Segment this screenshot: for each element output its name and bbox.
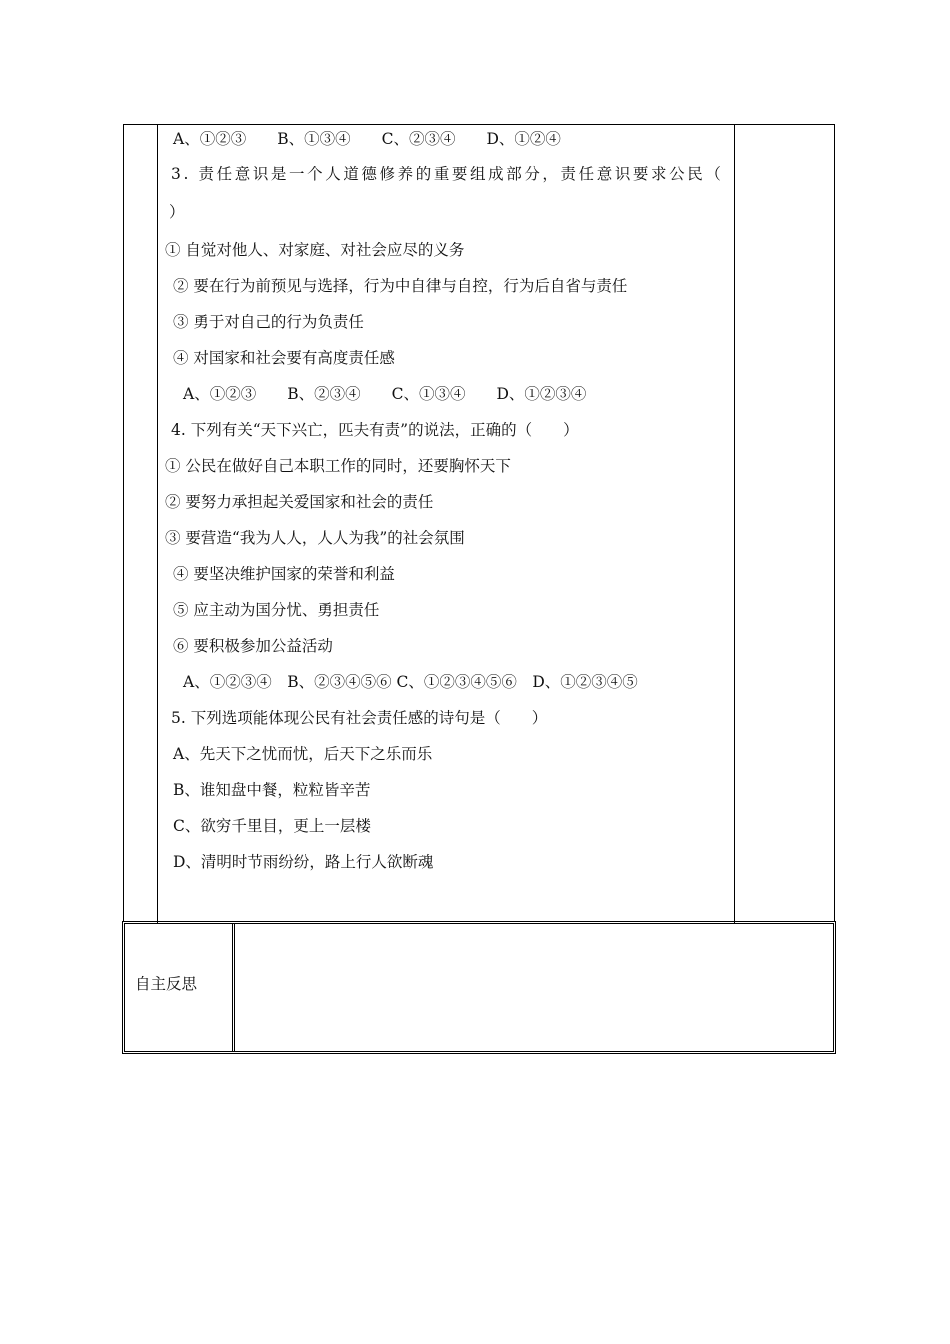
- q4-item-3: ③ 要营造“我为人人，人人为我”的社会氛围: [165, 529, 465, 547]
- q3-stem-continued: ）: [169, 203, 185, 221]
- q5-option-c: C、欲穷千里目，更上一层楼: [173, 817, 371, 835]
- q3-stem: 3. 责任意识是一个人道德修养的重要组成部分，责任意识要求公民（: [171, 165, 724, 183]
- q5-stem: 5. 下列选项能体现公民有社会责任感的诗句是（ ）: [171, 709, 548, 727]
- table-left-column-divider: [157, 125, 158, 923]
- q4-item-2: ② 要努力承担起关爱国家和社会的责任: [165, 493, 434, 511]
- reflection-divider: [232, 924, 235, 1051]
- q3-item-4: ④ 对国家和社会要有高度责任感: [173, 349, 395, 367]
- reflection-table: [122, 921, 836, 1054]
- reflection-writing-area[interactable]: [238, 924, 828, 1051]
- q3-item-2: ② 要在行为前预见与选择，行为中自律与自控，行为后自省与责任: [173, 277, 628, 295]
- q2-options: A、①②③ B、①③④ C、②③④ D、①②④: [173, 130, 561, 148]
- q3-item-1: ① 自觉对他人、对家庭、对社会应尽的义务: [165, 241, 465, 259]
- q4-item-5: ⑤ 应主动为国分忧、勇担责任: [173, 601, 380, 619]
- q4-options: A、①②③④ B、②③④⑤⑥ C、①②③④⑤⑥ D、①②③④⑤: [183, 673, 638, 691]
- table-right-column-divider: [734, 125, 735, 923]
- q3-item-3: ③ 勇于对自己的行为负责任: [173, 313, 364, 331]
- q5-option-a: A、先天下之忧而忧，后天下之乐而乐: [173, 745, 433, 763]
- q4-item-6: ⑥ 要积极参加公益活动: [173, 637, 333, 655]
- q4-item-4: ④ 要坚决维护国家的荣誉和利益: [173, 565, 395, 583]
- q4-stem: 4. 下列有关“天下兴亡，匹夫有责”的说法，正确的（ ）: [171, 421, 579, 439]
- reflection-label: 自主反思: [135, 975, 198, 993]
- q5-option-d: D、清明时节雨纷纷，路上行人欲断魂: [173, 853, 434, 871]
- q4-item-1: ① 公民在做好自己本职工作的同时，还要胸怀天下: [165, 457, 511, 475]
- q3-options: A、①②③ B、②③④ C、①③④ D、①②③④: [183, 385, 587, 403]
- q5-option-b: B、谁知盘中餐，粒粒皆辛苦: [173, 781, 371, 799]
